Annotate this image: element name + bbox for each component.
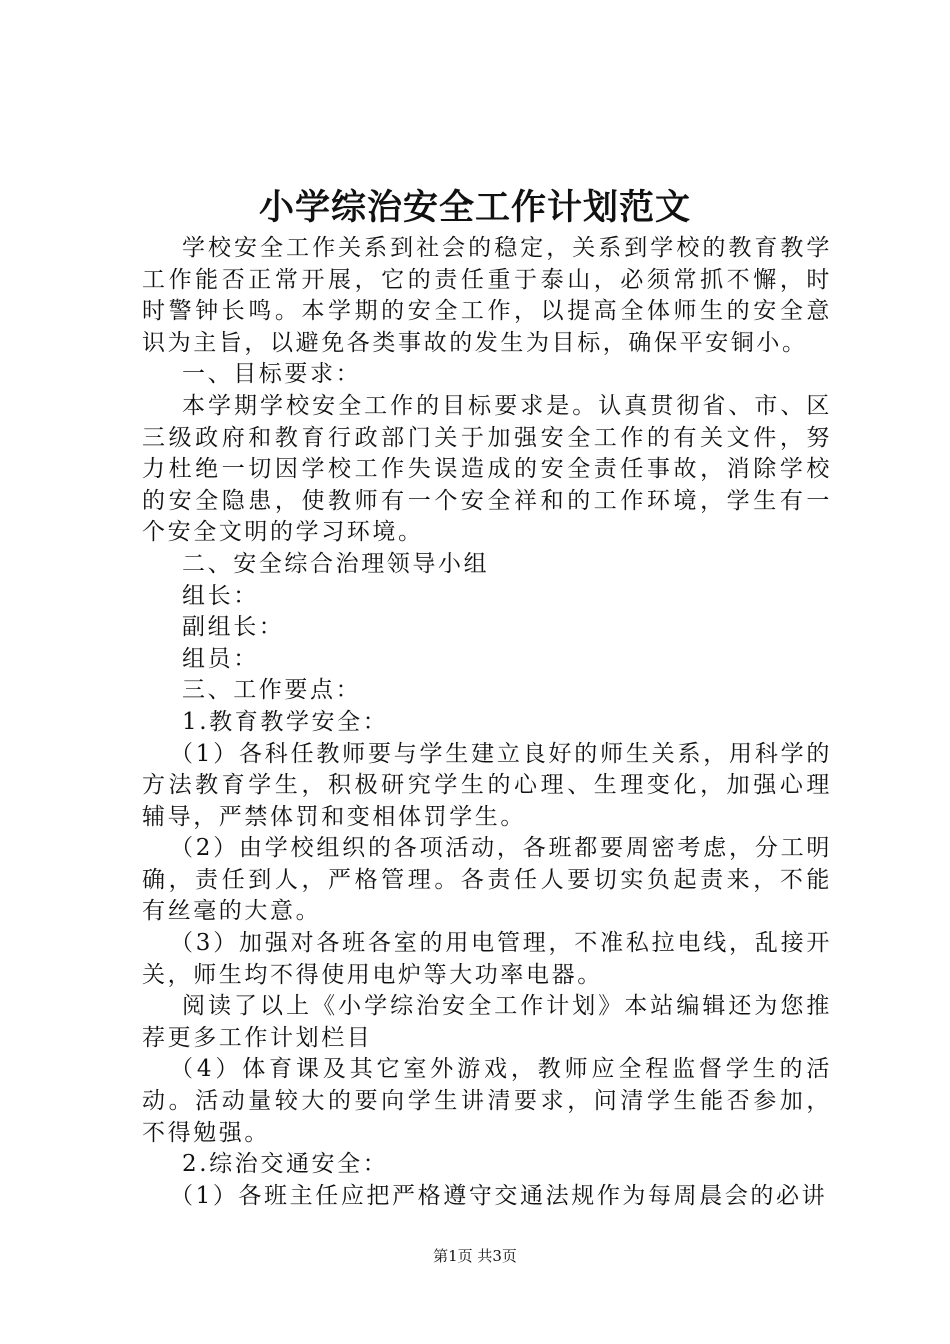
item-traffic-1: （1）各班主任应把严格遵守交通法规作为每周晨会的必讲: [170, 1182, 828, 1209]
item-teaching-3: （3）加强对各班各室的用电管理，不准私拉电线，乱接开关，师生均不得使用电炉等大功率电器。: [142, 930, 832, 988]
heading-goals: 一、目标要求：: [182, 361, 362, 388]
item-teaching-1: （1）各科任教师要与学生建立良好的师生关系，用科学的方法教育学生，积极研究学生的心理、生理变化，加强心理辅导，严禁体罚和变相体罚学生。: [142, 740, 832, 830]
document-title: 小学综治安全工作计划范文: [258, 188, 691, 228]
item-teaching-4: （4）体育课及其它室外游戏，教师应全程监督学生的活动。活动量较大的要向学生讲清要求，问清学生能否参加，不得勉强。: [142, 1056, 832, 1146]
page-footer: 第1页 共3页: [433, 1247, 517, 1265]
subheading-teaching-safety: 1.教育教学安全：: [182, 708, 389, 735]
group-leader-line: 组长：: [182, 582, 259, 609]
recommendation-note: 阅读了以上《小学综治安全工作计划》本站编辑还为您推荐更多工作计划栏目: [142, 993, 832, 1051]
deputy-leader-line: 副组长：: [182, 614, 285, 641]
subheading-traffic-safety: 2.综治交通安全：: [182, 1151, 389, 1178]
heading-work-points: 三、工作要点：: [182, 677, 362, 704]
document-body: [142, 233, 832, 1212]
heading-leadership-group: 二、安全综合治理领导小组: [182, 550, 490, 577]
paragraph-intro: 学校安全工作关系到社会的稳定，关系到学校的教育教学工作能否正常开展，它的责任重于泰山，必须常抓不懈，时时警钟长鸣。本学期的安全工作，以提高全体师生的安全意识为主旨，以避免各类事故的发生为目标，确保平安铜小。: [142, 235, 832, 356]
paragraph-goals: 本学期学校安全工作的目标要求是。认真贯彻省、市、区三级政府和教育行政部门关于加强安全工作的有关文件，努力杜绝一切因学校工作失误造成的安全责任事故，消除学校的安全隐患，使教师有一个安全祥和的工作环境，学生有一个安全文明的学习环境。: [142, 392, 832, 546]
group-members-line: 组员：: [182, 645, 259, 672]
item-teaching-2: （2）由学校组织的各项活动，各班都要周密考虑，分工明确，责任到人，严格管理。各责任人要切实负起责来，不能有丝毫的大意。: [142, 835, 832, 925]
